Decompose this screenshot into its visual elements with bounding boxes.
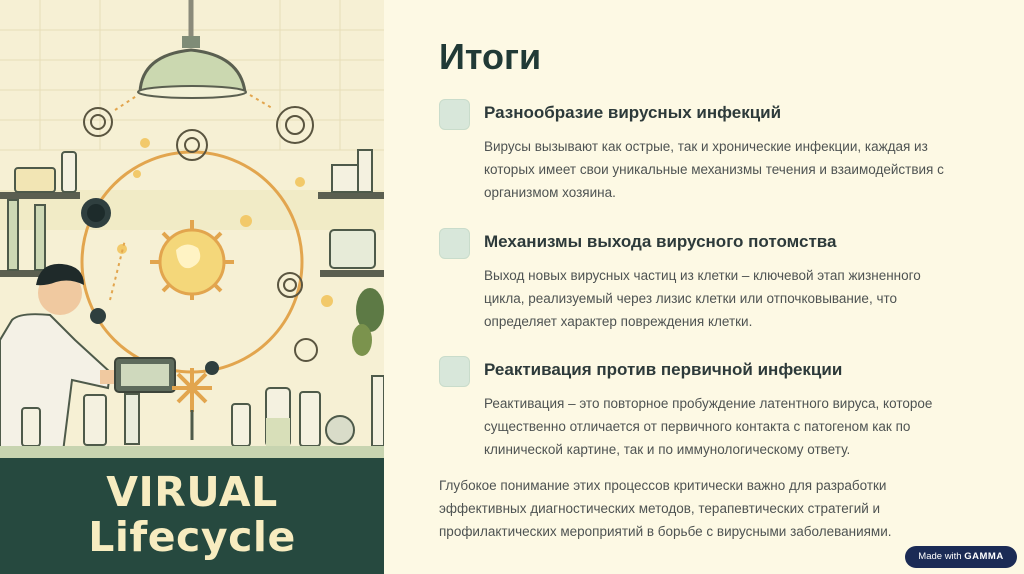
gamma-logo: GAMMA — [964, 551, 1004, 562]
lab-illustration — [0, 0, 384, 574]
item-text: Вирусы вызывают как острые, так и хронические инфекции, каждая из которых имеет свои уникальные механизмы течения и взаимодействия с организмом хозяина. — [484, 139, 944, 200]
badge-prefix: Made with — [918, 551, 962, 562]
item-text: Реактивация – это повторное пробуждение латентного вируса, которое существенно отличается от первичного контакта с патогеном как по клинической картине, так и по иммунологическому ответу. — [484, 396, 933, 457]
item-title: Реактивация против первичной инфекции — [484, 360, 843, 379]
poster-title-line2: Lifecycle — [88, 513, 296, 561]
checkbox-icon — [439, 99, 470, 130]
item-title: Разнообразие вирусных инфекций — [484, 103, 782, 122]
poster-title-line1: VIRUAL — [106, 468, 278, 516]
checkbox-icon — [439, 356, 470, 387]
slide-heading: Итоги — [439, 36, 542, 77]
poster-title — [0, 470, 384, 560]
item-text: Выход новых вирусных частиц из клетки – ключевой этап жизненного цикла, реализуемый через лизис клетки или отпочковывание, что определяет характер повреждения клетки. — [484, 268, 921, 329]
summary-paragraph: Глубокое понимание этих процессов критически важно для разработки эффективных диагностических методов, терапевтических стратегий и профилактических мероприятий в борьбе с вирусными заболеваниями. — [439, 478, 892, 539]
made-with-gamma-badge[interactable] — [905, 546, 1017, 568]
checkbox-icon — [439, 228, 470, 259]
item-title: Механизмы выхода вирусного потомства — [484, 232, 837, 251]
